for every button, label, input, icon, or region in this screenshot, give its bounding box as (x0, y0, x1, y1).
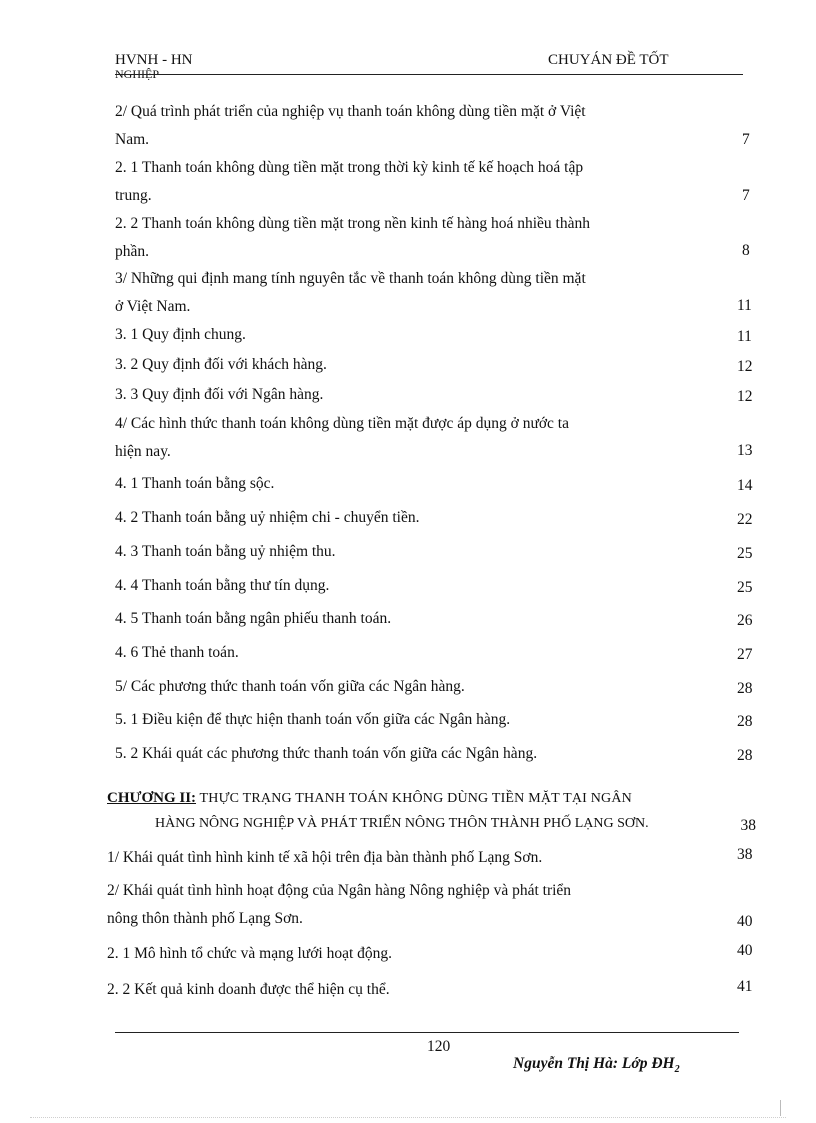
toc-entry-text: 5. 1 Điều kiện để thực hiện thanh toán vốn giữa các Ngân hàng. (115, 711, 511, 728)
toc-entry-page: 28 (737, 680, 753, 697)
page-bottom-border (30, 1117, 786, 1118)
toc-entry-page: 13 (737, 442, 753, 459)
toc-entry-text: 5/ Các phương thức thanh toán vốn giữa các Ngân hàng. (115, 678, 465, 695)
toc-entry-page: 26 (737, 612, 753, 629)
footer-rule (115, 1032, 739, 1033)
toc-entry-text: nông thôn thành phố Lạng Sơn. (107, 910, 303, 927)
chapter-page-number: 38 (740, 817, 756, 834)
footer-author-text: Nguyễn Thị Hà: Lớp ĐH (513, 1055, 675, 1072)
toc-entry-text: 5. 2 Khái quát các phương thức thanh toán vốn giữa các Ngân hàng. (115, 745, 538, 762)
toc-entry-text: 4. 2 Thanh toán bằng uỷ nhiệm chi - chuyển tiền. (115, 509, 420, 526)
toc-entry-page: 27 (737, 646, 753, 663)
toc-entry-text: trung. (115, 187, 152, 204)
toc-entry-text: 4. 1 Thanh toán bằng sộc. (115, 475, 275, 492)
header-title: CHUYÁN ĐỀ TỐT (548, 52, 669, 68)
toc-entry-text: 2. 2 Kết quả kinh doanh được thể hiện cụ thể. (107, 981, 390, 998)
toc-entry-page: 40 (737, 942, 753, 959)
header-school: HVNH - HN (115, 52, 193, 68)
toc-entry-text: 2. 2 Thanh toán không dùng tiền mặt trong nền kinh tế hàng hoá nhiều thành (115, 215, 590, 232)
toc-entry-page: 40 (737, 913, 753, 930)
toc-entry-text: hiện nay. (115, 443, 171, 460)
toc-entry-page: 41 (737, 978, 753, 995)
toc-entry-page: 22 (737, 511, 753, 528)
toc-entry-text: 4. 3 Thanh toán bằng uỷ nhiệm thu. (115, 543, 336, 560)
toc-entry-text: Nam. (115, 131, 150, 148)
footer-author-subscript: 2 (674, 1064, 680, 1076)
page-number: 120 (427, 1038, 451, 1055)
toc-entry-page: 25 (737, 579, 753, 596)
chapter-label: CHƯƠNG II: (107, 790, 197, 806)
toc-entry-page: 12 (737, 388, 753, 405)
toc-entry-page: 7 (742, 131, 750, 148)
toc-entry-page: 11 (737, 328, 752, 345)
toc-entry-text: 3/ Những qui định mang tính nguyên tắc về thanh toán không dùng tiền mặt (115, 270, 586, 287)
toc-entry-page: 28 (737, 747, 753, 764)
footer-author (513, 1055, 680, 1075)
header-left (115, 52, 193, 81)
toc-entry-page: 14 (737, 477, 753, 494)
toc-entry-page: 12 (737, 358, 753, 375)
toc-entry-page: 28 (737, 713, 753, 730)
toc-entry-text: phần. (115, 243, 150, 260)
toc-entry-page: 38 (737, 846, 753, 863)
toc-entry-page: 7 (742, 187, 750, 204)
toc-entry-text: 2. 1 Thanh toán không dùng tiền mặt trong thời kỳ kinh tế kế hoạch hoá tập (115, 159, 584, 176)
toc-entry-text: 4. 4 Thanh toán bằng thư tín dụng. (115, 577, 330, 594)
toc-entry-text: 2/ Quá trình phát triển của nghiệp vụ thanh toán không dùng tiền mặt ở Việt (115, 103, 586, 120)
page-corner-mark (780, 1100, 781, 1116)
toc-entry-page: 11 (737, 297, 752, 314)
toc-entry-text: 3. 1 Quy định chung. (115, 326, 246, 343)
chapter-title-line1: THỰC TRẠNG THANH TOÁN KHÔNG DÙNG TIỀN MẶT TẠI NGÂN (199, 791, 632, 806)
toc-entry-text: ở Việt Nam. (115, 298, 191, 315)
header-continuation: NGHIỆP (115, 67, 159, 81)
toc-entry-text: 2. 1 Mô hình tổ chức và mạng lưới hoạt động. (107, 945, 393, 962)
toc-entry-text: 2/ Khái quát tình hình hoạt động của Ngân hàng Nông nghiệp và phát triển (107, 882, 572, 899)
header-rule (115, 74, 743, 75)
toc-entry-text: 4/ Các hình thức thanh toán không dùng tiền mặt được áp dụng ở nước ta (115, 415, 569, 432)
toc-entry-text: 3. 3 Quy định đối với Ngân hàng. (115, 386, 324, 403)
toc-entry-page: 8 (742, 242, 750, 259)
chapter-title-line2: HÀNG NÔNG NGHIỆP VÀ PHÁT TRIỂN NÔNG THÔN THÀNH PHỐ LẠNG SƠN. (155, 816, 649, 831)
toc-entry-page: 25 (737, 545, 753, 562)
toc-entry-text: 3. 2 Quy định đối với khách hàng. (115, 356, 327, 373)
toc-entry-text: 4. 5 Thanh toán bằng ngân phiếu thanh toán. (115, 610, 392, 627)
toc-entry-text: 1/ Khái quát tình hình kinh tế xã hội trên địa bàn thành phố Lạng Sơn. (107, 849, 543, 866)
toc-entry-text: 4. 6 Thẻ thanh toán. (115, 644, 239, 661)
